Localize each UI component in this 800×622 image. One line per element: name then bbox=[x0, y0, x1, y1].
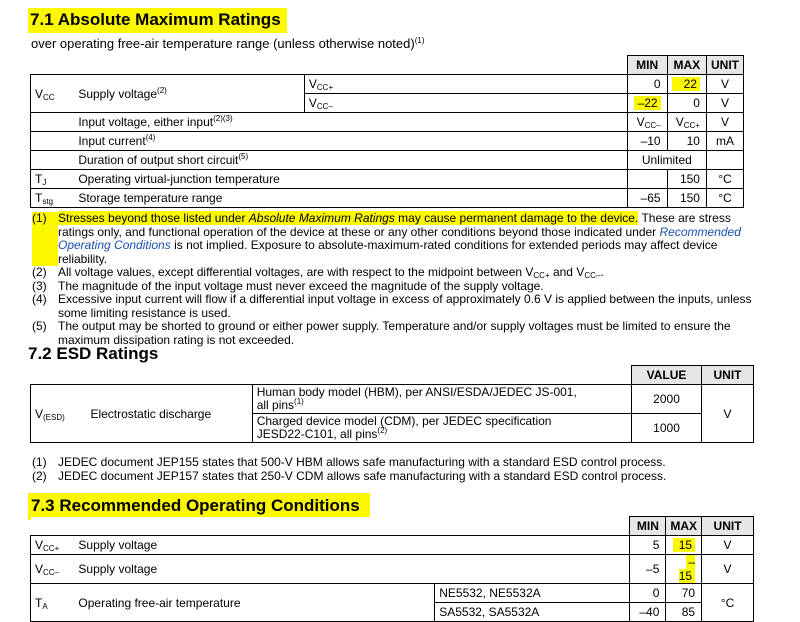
table-header-row bbox=[31, 517, 754, 536]
ta-unit: °C bbox=[702, 584, 754, 622]
vcc-param: Supply voltage$^{(2)}$ bbox=[74, 75, 304, 113]
tstg-param: Storage temperature range bbox=[74, 189, 627, 208]
header-value: VALUE bbox=[632, 366, 702, 385]
table-row bbox=[31, 385, 754, 414]
vccm-cond: $V_{CC-}$ bbox=[304, 94, 627, 113]
vcc-symbol: $V_{CC}$ bbox=[31, 75, 75, 113]
iin-unit: mA bbox=[706, 132, 743, 151]
vccp-min: 5 bbox=[630, 536, 666, 555]
footnote-1: (1) JEDEC document JEP155 states that 500-V HBM allows safe manufacturing with a standard ESD control process. bbox=[32, 455, 666, 469]
footnote-5: (5) The output may be shorted to ground or either power supply. Temperature and/or supply voltages must be limited to ensure the maximum dissipation rating is not exceeded. bbox=[32, 319, 731, 347]
recommended-conditions-link[interactable]: Recommended Operating Conditions bbox=[58, 224, 741, 252]
section-7-2-title: 7.2 ESD Ratings bbox=[28, 344, 159, 363]
vccm-unit: V bbox=[702, 555, 754, 584]
esd-symbol: $V_{(ESD)}$ bbox=[31, 385, 87, 443]
table-row bbox=[31, 189, 744, 208]
cdm-cond: Charged device model (CDM), per JEDEC specification JESD22-C101, all pins$^{(2)}$ bbox=[252, 414, 631, 443]
table-row bbox=[31, 584, 754, 603]
ne-cond: NE5532, NE5532A bbox=[435, 584, 630, 603]
vccp-param: Supply voltage bbox=[74, 536, 630, 555]
vccp-max: 22 bbox=[667, 75, 706, 94]
table-row bbox=[31, 151, 744, 170]
abs-max-notes bbox=[32, 212, 752, 347]
footnote-2: (2) All voltage values, except differential voltages, are with respect to the midpoint between $V_{CC+}$ and $V_{CC-}$. bbox=[32, 265, 604, 280]
esd-unit: V bbox=[702, 385, 754, 443]
table-header-row bbox=[31, 366, 754, 385]
header-max: MAX bbox=[666, 517, 702, 536]
vccm-min: –5 bbox=[630, 555, 666, 584]
table-row bbox=[31, 170, 744, 189]
header-min: MIN bbox=[630, 517, 666, 536]
vccm-max: 0 bbox=[667, 94, 706, 113]
vccp-min: 0 bbox=[627, 75, 667, 94]
abs-max-ratings-table bbox=[30, 55, 744, 208]
footnote-2: (2) JEDEC document JEP157 states that 250-V CDM allows safe manufacturing with a standard ESD control process. bbox=[32, 468, 667, 483]
vin-max: $V_{CC+}$ bbox=[667, 113, 706, 132]
header-unit: UNIT bbox=[702, 366, 754, 385]
short-circuit-param: Duration of output short circuit$^{(5)}$ bbox=[74, 151, 627, 170]
tstg-min: –65 bbox=[627, 189, 667, 208]
sa-min: –40 bbox=[630, 603, 666, 622]
header-unit: UNIT bbox=[706, 56, 743, 75]
footnote-1: (1) Stresses beyond those listed under Absolute Maximum Ratings may cause permanent damage to the device. These are stress ratings only, and functional operation of the device at these or any other conditions beyond those indicated under Recommended Operating Conditions is not implied. Exposure to absolute-maximum-rated conditions for extended periods may affect device reliability. bbox=[32, 211, 741, 266]
sa-cond: SA5532, SA5532A bbox=[435, 603, 630, 622]
table-row bbox=[31, 555, 754, 584]
short-circuit-value: Unlimited bbox=[627, 151, 706, 170]
table-row bbox=[31, 113, 744, 132]
vccm-unit: V bbox=[706, 94, 743, 113]
table-row bbox=[31, 536, 754, 555]
ta-param: Operating free-air temperature bbox=[74, 584, 434, 622]
footnote-3: (3) The magnitude of the input voltage must never exceed the magnitude of the supply voltage. bbox=[32, 278, 544, 293]
header-min: MIN bbox=[627, 56, 667, 75]
ne-max: 70 bbox=[666, 584, 702, 603]
table-row bbox=[31, 75, 744, 94]
vin-min: $V_{CC-}$ bbox=[627, 113, 667, 132]
hbm-value: 2000 bbox=[632, 385, 702, 414]
header-unit: UNIT bbox=[702, 517, 754, 536]
esd-ratings-table bbox=[30, 365, 754, 443]
tj-max: 150 bbox=[667, 170, 706, 189]
tj-param: Operating virtual-junction temperature bbox=[74, 170, 627, 189]
esd-param: Electrostatic discharge bbox=[86, 385, 252, 443]
ta-symbol: $T_A$ bbox=[31, 584, 75, 622]
header-max: MAX bbox=[667, 56, 706, 75]
vccp-symbol: $V_{CC+}$ bbox=[31, 536, 75, 555]
tstg-max: 150 bbox=[667, 189, 706, 208]
section-7-1-title: 7.1 Absolute Maximum Ratings bbox=[28, 10, 287, 30]
vccp-unit: V bbox=[706, 75, 743, 94]
ne-min: 0 bbox=[630, 584, 666, 603]
vccm-param: Supply voltage bbox=[74, 555, 630, 584]
section-7-3-title: 7.3 Recommended Operating Conditions bbox=[28, 496, 370, 516]
esd-notes bbox=[32, 456, 752, 483]
tstg-unit: °C bbox=[706, 189, 743, 208]
iin-min: –10 bbox=[627, 132, 667, 151]
table-header-row bbox=[31, 56, 744, 75]
vccm-symbol: $V_{CC-}$ bbox=[31, 555, 75, 584]
iin-param: Input current$^{(4)}$ bbox=[74, 132, 627, 151]
vin-param: Input voltage, either input$^{(2)(3)}$ bbox=[74, 113, 627, 132]
table-row bbox=[31, 132, 744, 151]
vccp-max: 15 bbox=[666, 536, 702, 555]
iin-max: 10 bbox=[667, 132, 706, 151]
vccp-unit: V bbox=[702, 536, 754, 555]
vin-unit: V bbox=[706, 113, 743, 132]
section-7-1-subtitle: over operating free-air temperature range (unless otherwise noted)$^{(1)}$ bbox=[31, 36, 425, 51]
recommended-conditions-table bbox=[30, 516, 754, 622]
footnote-4: (4) Excessive input current will flow if a differential input voltage in excess of approximately 0.6 V is applied between the inputs, unless some limiting resistance is used. bbox=[32, 292, 752, 320]
tj-symbol: $T_J$ bbox=[31, 170, 75, 189]
vccp-cond: $V_{CC+}$ bbox=[304, 75, 627, 94]
cdm-value: 1000 bbox=[632, 414, 702, 443]
sa-max: 85 bbox=[666, 603, 702, 622]
hbm-cond: Human body model (HBM), per ANSI/ESDA/JEDEC JS-001, all pins$^{(1)}$ bbox=[252, 385, 631, 414]
vccm-min: –22 bbox=[627, 94, 667, 113]
tstg-symbol: $T_{stg}$ bbox=[31, 189, 75, 208]
tj-unit: °C bbox=[706, 170, 743, 189]
vccm-max: –15 bbox=[666, 555, 702, 584]
